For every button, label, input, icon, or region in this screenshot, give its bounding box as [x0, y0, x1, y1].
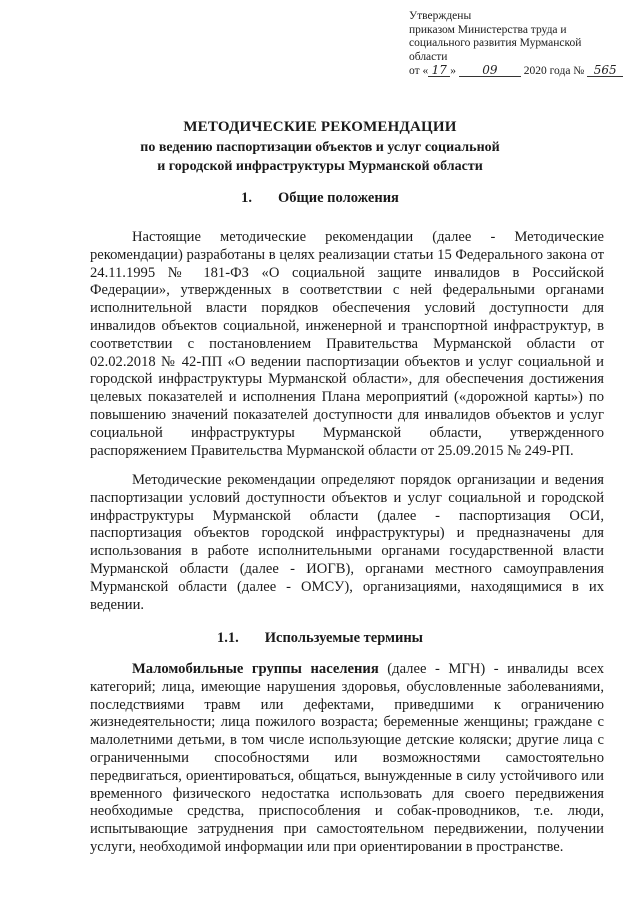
approval-line-1: Утверждены	[409, 10, 472, 22]
section-1-1-heading	[0, 630, 640, 647]
term-mgn-definition: (далее - МГН) - инвалиды всех категорий; лица, имеющие нарушения здоровья, обусловленные заболеваниями, последствиями травм или дефектами, приведшими к ограничению жизнедеятельности; лица пожилого возраста; беременные женщины; граждане с малолетними детьми, в том числе использующие детские коляски; другие лица с ограниченными способностями или возможностями самостоятельно передвигаться, ориентироваться, общаться, вынужденные в силу устойчивого или временного физического недостатка использовать для своего передвижения необходимые средства, приспособления и собак-проводников, т.е. люди, испытывающие затруднения при самостоятельном передвижении, получении услуги, необходимой информации или при ориентировании в пространстве.	[90, 661, 605, 855]
paragraph-2: Методические рекомендации определяют порядок организации и ведения паспортизации условий доступности объектов и услуг социальной и городской инфраструктуры Мурманской области (далее - паспортизация ОСИ, паспортизация объектов городской инфраструктуры) и предназначены для использования в работе исполнительными органами государственной власти Мурманской области (далее - ИОГВ), органами местного самоуправления Мурманской области (далее - ОМСУ), организациями, находящимися в их ведении.	[90, 472, 604, 613]
approval-line-3: социального развития Мурманской	[409, 37, 582, 50]
approval-day: 17	[428, 64, 450, 77]
approval-line-4: области	[409, 50, 448, 63]
approval-date-line	[409, 64, 624, 79]
paragraph-3	[90, 661, 604, 857]
term-mgn: Маломобильные группы населения	[132, 661, 379, 677]
section-1-number: 1.	[241, 190, 252, 206]
approval-from-label: от «	[409, 65, 429, 78]
approval-stamp	[409, 10, 624, 79]
section-1-1-title: Используемые термины	[264, 630, 423, 646]
paragraph-1: Настоящие методические рекомендации (далее - Методические рекомендации) разработаны в целях реализации статьи 15 Федерального закона от 24.11.1995 № 181-ФЗ «О социальной защите инвалидов в Российской Федерации», утвержденных в соответствии с ней федеральными органами исполнительной власти порядков обеспечения условий доступности для инвалидов объектов социальной, инженерной и транспортной инфраструктур, в соответствии с постановлением Правительства Мурманской области от 02.02.2018 № 42-ПП «О ведении паспортизации объектов и услуг социальной и городской инфраструктуры Мурманской области», для обеспечения достижения целевых показателей и исполнения Плана мероприятий («дорожной карты») по повышению значений показателей доступности для инвалидов объектов и услуг социальной инфраструктуры Мурманской области, утвержденного распоряжением Правительства Мурманской области от 25.09.2015 № 249-РП.	[90, 229, 604, 459]
approval-month: 09	[459, 64, 521, 77]
document-title: МЕТОДИЧЕСКИЕ РЕКОМЕНДАЦИИ	[183, 119, 457, 135]
section-1-title: Общие положения	[277, 190, 399, 206]
approval-number: 565	[587, 64, 623, 77]
section-1-1-number: 1.1.	[216, 630, 239, 646]
document-subtitle	[0, 138, 640, 176]
subtitle-line-1: по ведению паспортизации объектов и услуг социальной	[140, 140, 500, 155]
approval-line-2: приказом Министерства труда и	[409, 23, 567, 36]
approval-year-label: 2020 года №	[523, 65, 585, 78]
subtitle-line-2: и городской инфраструктуры Мурманской области	[157, 159, 483, 174]
section-1-heading	[0, 190, 640, 207]
approval-close-quote: »	[450, 65, 456, 78]
